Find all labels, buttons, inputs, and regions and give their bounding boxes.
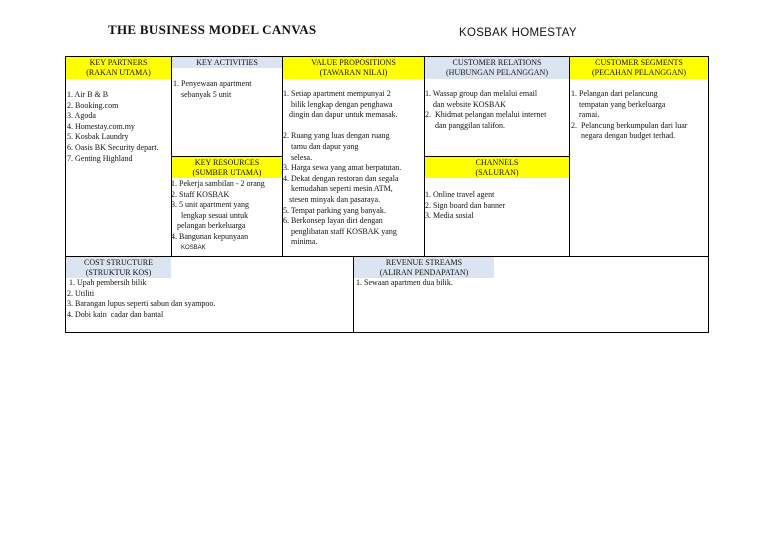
list-item: 3. Media sosial bbox=[425, 211, 474, 221]
list-item: 2. Pelancung berkumpulan dari luar bbox=[571, 120, 688, 130]
list-item: 5. Tempat parking yang banyak. bbox=[283, 205, 386, 215]
channels-list bbox=[425, 190, 505, 222]
cost-structure-subtitle: (STRUKTUR KOS) bbox=[85, 268, 152, 277]
list-item: 4. Dobi kain cadar dan bantal bbox=[67, 309, 164, 319]
customer-segments-subtitle: (PECAHAN PELANGGAN) bbox=[592, 68, 686, 77]
list-item: 1. Upah pembersih bilik bbox=[67, 278, 147, 287]
key-partners-title: KEY PARTNERS bbox=[89, 58, 148, 67]
list-item: stesen minyak dan pasaraya. bbox=[283, 194, 381, 204]
list-item: dan panggilan talifon. bbox=[425, 120, 505, 130]
revenue-streams-list bbox=[356, 278, 453, 289]
page-subtitle: KOSBAK HOMESTAY bbox=[459, 27, 577, 39]
value-propositions-title: VALUE PROPOSITIONS bbox=[311, 58, 396, 67]
customer-relations-list bbox=[425, 89, 546, 131]
list-item: 1. Online travel agent bbox=[425, 190, 495, 199]
business-model-canvas bbox=[65, 56, 709, 333]
key-activities-title: KEY ACTIVITIES bbox=[196, 58, 258, 67]
channels-header bbox=[425, 157, 569, 178]
page-title: THE BUSINESS MODEL CANVAS bbox=[108, 22, 317, 37]
list-item: bilik lengkap dengan penghawa bbox=[283, 99, 393, 109]
key-partners-subtitle: (RAKAN UTAMA) bbox=[86, 68, 151, 77]
list-item: minima. bbox=[283, 237, 318, 247]
value-propositions-list bbox=[283, 89, 401, 248]
customer-relations-title: CUSTOMER RELATIONS bbox=[452, 58, 542, 67]
list-item: 2. Sign board dan banner bbox=[425, 200, 506, 210]
list-item: selesa. bbox=[283, 152, 313, 162]
customer-segments-column bbox=[569, 57, 708, 256]
list-item: 1. Pelangan dari pelancung bbox=[571, 89, 658, 98]
customer-segments-header bbox=[570, 57, 708, 79]
list-item: 4. Bangunan kepunyaan bbox=[171, 231, 249, 241]
customer-segments-list bbox=[571, 89, 687, 142]
value-propositions-subtitle: (TAWARAN NILAI) bbox=[319, 68, 388, 77]
list-item: 1. Air B & B bbox=[67, 90, 109, 99]
cost-structure-header bbox=[66, 257, 171, 278]
key-activities-list bbox=[173, 79, 251, 100]
list-item: 7. Genting Highland bbox=[67, 153, 133, 163]
value-propositions-header bbox=[283, 57, 424, 79]
list-item: 2. Booking.com bbox=[67, 100, 119, 110]
list-item: pelangan berkeluarga bbox=[171, 221, 246, 231]
list-item: 1. Pekerja sambilan - 2 orang bbox=[171, 179, 265, 188]
list-item: negara dengan budget terhad. bbox=[571, 131, 676, 141]
key-partners-header bbox=[66, 57, 171, 79]
customer-relations-subtitle: (HUBUNGAN PELANGGAN) bbox=[446, 68, 548, 77]
key-resources-header bbox=[172, 157, 282, 178]
list-item: 1. Sewaan apartmen dua bilik. bbox=[356, 278, 453, 287]
list-item: 2. Ruang yang luas dengan ruang bbox=[283, 131, 390, 141]
cost-structure-list bbox=[67, 278, 215, 320]
list-item: KOSBAK bbox=[181, 244, 206, 251]
list-item: 3. Agoda bbox=[67, 111, 96, 121]
list-item: ramai. bbox=[571, 110, 600, 120]
list-item: penglibatan staff KOSBAK yang bbox=[283, 226, 397, 236]
key-resources-list bbox=[171, 179, 265, 253]
list-item: dan website KOSBAK bbox=[425, 99, 506, 109]
revenue-streams-header bbox=[354, 257, 494, 278]
key-activities-header bbox=[172, 57, 282, 68]
channels-title: CHANNELS bbox=[475, 158, 519, 167]
list-item: 2. Khidmat pelangan melalui internet bbox=[425, 110, 547, 120]
list-item: 6. Oasis BK Security depart. bbox=[67, 142, 159, 152]
list-item: 4. Homestay.com.my bbox=[67, 121, 135, 131]
list-item: 1. Penyewaan apartment bbox=[173, 79, 252, 88]
revenue-streams-title: REVENUE STREAMS bbox=[385, 258, 463, 267]
key-resources-subtitle: (SUMBER UTAMA) bbox=[192, 168, 262, 177]
list-item: 4. Dekat dengan restoran dan segala bbox=[283, 173, 399, 183]
list-item bbox=[283, 121, 401, 132]
key-partners-list bbox=[67, 90, 159, 164]
list-item: 3. Barangan lupus seperti sabun dan syampoo. bbox=[67, 299, 216, 309]
revenue-streams-subtitle: (ALIRAN PENDAPATAN) bbox=[379, 268, 469, 277]
list-item: 1. Setiap apartment mempunyai 2 bbox=[283, 89, 391, 98]
list-item: 2. Utiliti bbox=[67, 288, 95, 298]
list-item: dingin dan dapur untuk memasak. bbox=[283, 110, 398, 120]
customer-segments-title: CUSTOMER SEGMENTS bbox=[595, 58, 683, 67]
cost-structure-title: COST STRUCTURE bbox=[84, 258, 153, 267]
list-item: sebanyak 5 unit bbox=[173, 89, 232, 99]
list-item: tempatan yang berkeluarga bbox=[571, 99, 666, 109]
list-item: 6. Berkonsep layan diri dengan bbox=[283, 216, 383, 226]
list-item: 5. Kosbak Laundry bbox=[67, 132, 129, 142]
list-item: tamu dan dapur yang bbox=[283, 141, 359, 151]
list-item: lengkap sesuai untuk bbox=[171, 210, 249, 220]
list-item: 1. Wassap group dan melalui email bbox=[425, 89, 538, 98]
list-item: kemudahan seperti mesin ATM, bbox=[283, 184, 393, 194]
list-item: 2. Staff KOSBAK bbox=[171, 189, 230, 199]
key-resources-title: KEY RESOURCES bbox=[194, 158, 260, 167]
customer-relations-header bbox=[425, 57, 569, 79]
list-item: 3. Harga sewa yang amat berpatutan. bbox=[283, 163, 402, 173]
channels-subtitle: (SALURAN) bbox=[475, 168, 519, 177]
list-item: 3. 5 unit apartment yang bbox=[171, 200, 249, 210]
